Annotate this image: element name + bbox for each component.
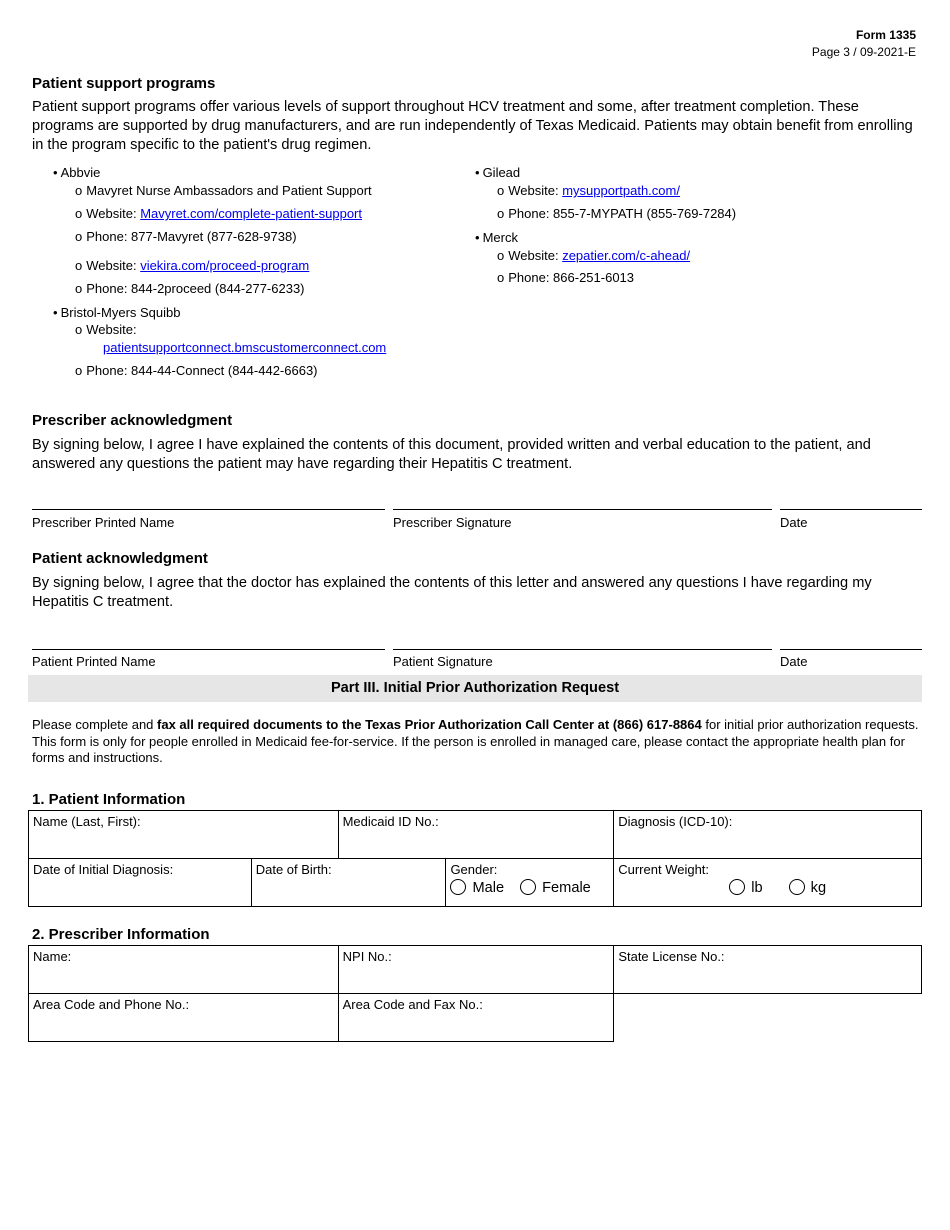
prescriber-date-line[interactable] — [780, 509, 922, 510]
medicaid-id-field[interactable] — [338, 811, 614, 859]
patient-name-label: Name (Last, First): — [33, 814, 141, 829]
initial-diagnosis-date-field[interactable] — [29, 859, 252, 907]
prescriber-name-cell-label: Name: — [33, 949, 72, 964]
gilead-bullet — [475, 165, 520, 181]
bms-line-1 — [75, 322, 137, 338]
patient-name-field[interactable] — [29, 811, 339, 859]
bms-phone: Phone: 844-44-Connect (844-442-6663) — [86, 363, 318, 378]
merck-line-1 — [497, 248, 690, 264]
fax-label: Area Code and Fax No.: — [342, 997, 483, 1012]
diagnosis-field[interactable] — [614, 811, 922, 859]
bms-line-2 — [75, 363, 318, 379]
website-label: Website: — [86, 206, 141, 221]
instr-part-b: for initial prior authorization requests. This form is only for people enrolled in Medicaid fee-for-service. If the person is enrolled in managed care, please contact the appropriate health plan for forms and instructions. — [32, 717, 919, 765]
prescriber-signature-line[interactable] — [393, 509, 772, 510]
patient-date-line[interactable] — [780, 649, 922, 650]
form-number: Form 1335 — [855, 28, 916, 42]
patient-info-table — [28, 810, 922, 907]
website-label: Website: — [86, 322, 137, 337]
abbvie-program: Mavyret Nurse Ambassadors and Patient Support — [86, 183, 372, 198]
weight-label: Current Weight: — [618, 862, 710, 877]
bms-bullet — [53, 305, 181, 321]
fax-field[interactable] — [338, 994, 614, 1042]
prescriber-name-line[interactable] — [32, 509, 385, 510]
initial-diagnosis-label: Date of Initial Diagnosis: — [33, 862, 174, 877]
patient-date-label: Date — [780, 654, 808, 669]
male-radio[interactable] — [450, 879, 466, 895]
abbvie-line-2 — [75, 206, 362, 222]
female-radio[interactable] — [520, 879, 536, 895]
merck-line-2 — [497, 270, 634, 286]
proceed-phone: Phone: 844-2proceed (844-277-6233) — [86, 281, 305, 296]
instr-fax-number: fax all required documents to the Texas Prior Authorization Call Center at (866) 617-8864 — [157, 717, 702, 732]
patient-info-heading: 1. Patient Information — [32, 791, 186, 808]
diagnosis-label: Diagnosis (ICD-10): — [618, 814, 733, 829]
gilead-phone: Phone: 855-7-MYPATH (855-769-7284) — [508, 206, 737, 221]
female-label: Female — [542, 880, 591, 896]
abbvie-bullet — [53, 165, 100, 181]
gender-label: Gender: — [450, 862, 498, 877]
abbvie-line-1 — [75, 183, 372, 199]
website-label: Website: — [508, 183, 563, 198]
merck-phone: Phone: 866-251-6013 — [508, 270, 635, 285]
prescriber-name-field[interactable] — [29, 946, 339, 994]
instr-part-a: Please complete and — [32, 717, 158, 732]
page-info: Page 3 / 09-2021-E — [811, 45, 916, 59]
merck-name: Merck — [482, 230, 518, 245]
viekira-link[interactable]: viekira.com/proceed-program — [140, 258, 310, 273]
dob-label: Date of Birth: — [255, 862, 332, 877]
patient-name-line[interactable] — [32, 649, 385, 650]
website-label: Website: — [86, 258, 141, 273]
gilead-line-2 — [497, 206, 736, 222]
lb-label: lb — [751, 880, 763, 896]
male-label: Male — [472, 880, 505, 896]
prescriber-name-label: Prescriber Printed Name — [32, 515, 175, 530]
gender-options — [450, 879, 609, 896]
weight-field — [614, 859, 922, 907]
merck-bullet — [475, 230, 518, 246]
prescriber-date-label: Date — [780, 515, 808, 530]
mavyret-phone: Phone: 877-Mavyret (877-628-9738) — [86, 229, 297, 244]
support-heading: Patient support programs — [32, 75, 216, 92]
gender-field — [446, 859, 614, 907]
patient-ack-text: By signing below, I agree that the doctor has explained the contents of this letter and answered any questions I have regarding my Hepatitis C treatment. — [32, 575, 872, 610]
dob-field[interactable] — [251, 859, 446, 907]
gilead-name: Gilead — [482, 165, 521, 180]
support-intro: Patient support programs offer various levels of support throughout HCV treatment and some, after treatment completion. These programs are supported by drug manufacturers, and are run independently of Texas Medicaid. Patients may obtain benefit from enrolling in the program specific to the patient's drug regimen. — [32, 99, 913, 153]
gilead-link[interactable]: mysupportpath.com/ — [562, 183, 680, 198]
phone-field[interactable] — [29, 994, 339, 1042]
weight-units — [618, 879, 917, 896]
lb-radio[interactable] — [729, 879, 745, 895]
state-license-label: State License No.: — [618, 949, 725, 964]
bms-name: Bristol-Myers Squibb — [60, 305, 181, 320]
kg-radio[interactable] — [789, 879, 805, 895]
mavyret-link[interactable]: Mavyret.com/complete-patient-support — [140, 206, 362, 221]
bms-link[interactable]: patientsupportconnect.bmscustomerconnect.com — [103, 340, 387, 355]
npi-field[interactable] — [338, 946, 614, 994]
state-license-field[interactable] — [614, 946, 922, 994]
gilead-line-1 — [497, 183, 680, 199]
patient-signature-line[interactable] — [393, 649, 772, 650]
phone-label: Area Code and Phone No.: — [33, 997, 190, 1012]
merck-link[interactable]: zepatier.com/c-ahead/ — [562, 248, 691, 263]
patient-name-label: Patient Printed Name — [32, 654, 156, 669]
abbvie-line-5 — [75, 281, 305, 297]
kg-label: kg — [810, 880, 827, 896]
patient-signature-label: Patient Signature — [393, 654, 493, 669]
npi-label: NPI No.: — [342, 949, 392, 964]
prescriber-ack-text: By signing below, I agree I have explained the contents of this document, provided written and verbal education to the patient, and answered any questions the patient may have regarding their Hepatitis C treatment. — [32, 437, 871, 472]
abbvie-name: Abbvie — [60, 165, 101, 180]
medicaid-id-label: Medicaid ID No.: — [342, 814, 439, 829]
prescriber-ack-heading: Prescriber acknowledgment — [32, 412, 233, 429]
prescriber-info-heading: 2. Prescriber Information — [32, 926, 210, 943]
prescriber-info-table — [28, 945, 922, 1042]
abbvie-line-3 — [75, 229, 297, 245]
prescriber-signature-label: Prescriber Signature — [393, 515, 512, 530]
part3-title: Part III. Initial Prior Authorization Request — [28, 675, 922, 702]
website-label: Website: — [508, 248, 563, 263]
empty-cell — [614, 994, 922, 1042]
patient-ack-heading: Patient acknowledgment — [32, 550, 208, 567]
part3-instructions — [32, 717, 922, 767]
abbvie-line-4 — [75, 258, 309, 274]
